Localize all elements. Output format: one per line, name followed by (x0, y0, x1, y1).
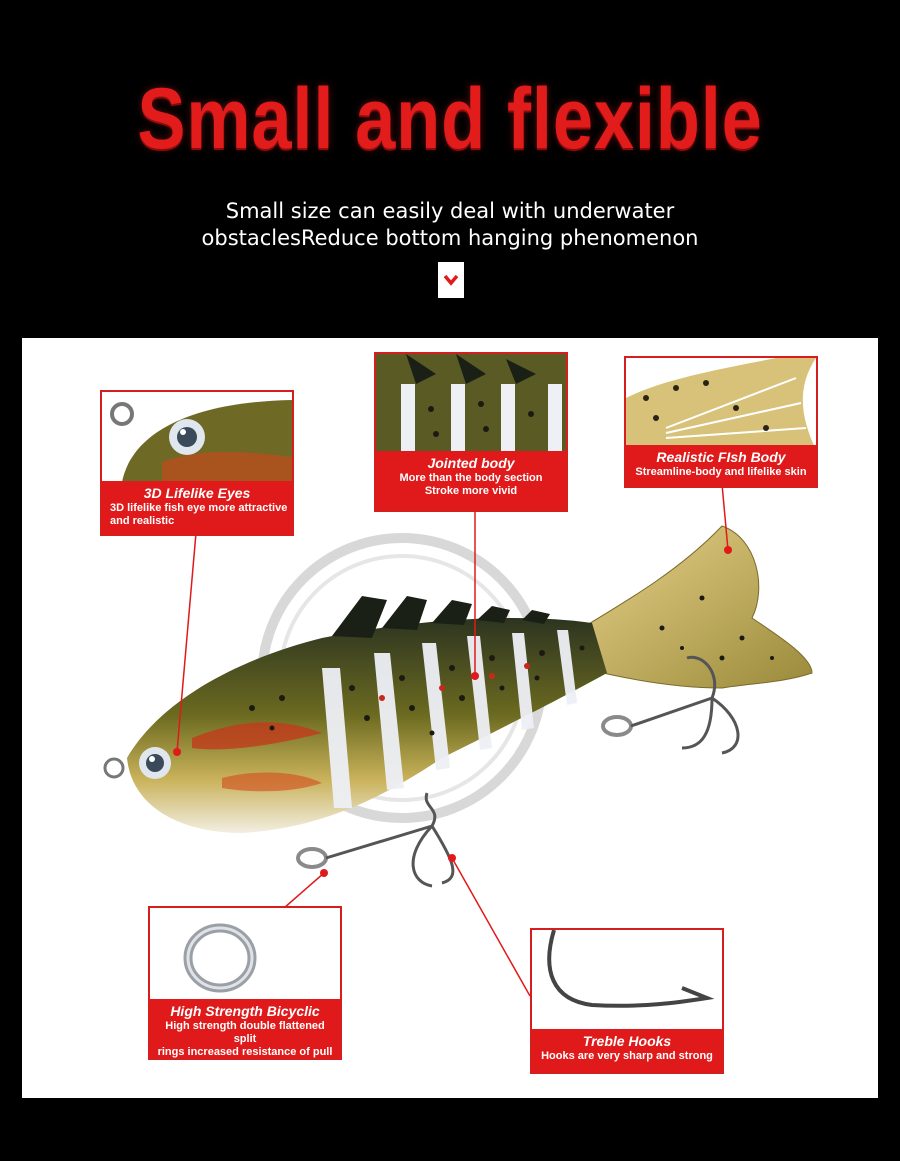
eye-closeup-image (102, 392, 292, 482)
chevron-down-icon (438, 262, 464, 298)
callout-hooks (530, 928, 724, 1074)
subtitle-line-2: obstaclesReduce bottom hanging phenomenon (201, 226, 699, 250)
split-ring-image (150, 908, 340, 1003)
callout-jointed-desc-2: Stroke more vivid (424, 485, 518, 497)
callout-eyes-desc-2: and realistic (110, 515, 175, 527)
callout-ring-desc-1: High strength double flattened split (165, 1020, 325, 1045)
callout-fishbody-title: Realistic FIsh Body (656, 449, 786, 465)
callout-fishbody-desc-1: Streamline-body and lifelike skin (635, 466, 807, 478)
jointed-body-image (376, 354, 566, 454)
page-title: Small and flexible (137, 71, 763, 167)
subtitle (0, 198, 900, 252)
callout-ring (148, 906, 342, 1060)
hook-image (532, 930, 722, 1030)
callout-eyes (100, 390, 294, 536)
callout-ring-desc-2: rings increased resistance of pull (157, 1046, 333, 1058)
callout-eyes-desc-1: 3D lifelike fish eye more attractive (110, 502, 288, 514)
callout-fishbody (624, 356, 818, 488)
subtitle-line-1: Small size can easily deal with underwater (225, 199, 675, 223)
callout-eyes-title: 3D Lifelike Eyes (143, 485, 251, 501)
product-panel (22, 338, 878, 1098)
bottom-strip (0, 1098, 900, 1161)
callout-jointed (374, 352, 568, 512)
callout-hooks-title: Treble Hooks (582, 1033, 672, 1049)
callout-hooks-desc-1: Hooks are very sharp and strong (541, 1050, 713, 1062)
callout-ring-title: High Strength Bicyclic (170, 1003, 320, 1019)
header-band (0, 0, 900, 338)
callout-jointed-title: Jointed body (427, 455, 515, 471)
fish-tail-image (626, 358, 816, 450)
callout-jointed-desc-1: More than the body section (399, 472, 543, 484)
